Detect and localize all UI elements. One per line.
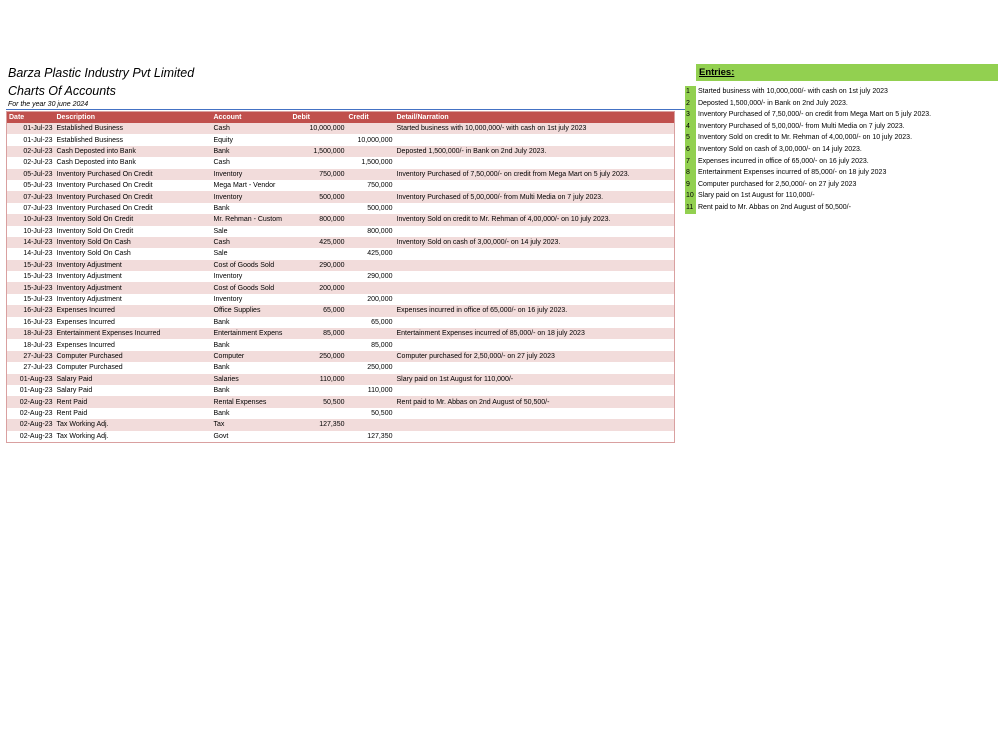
cell-date[interactable]: 27-Jul-23 <box>7 351 55 362</box>
cell-account[interactable]: Bank <box>212 203 291 214</box>
cell-account[interactable]: Cost of Goods Sold <box>212 260 291 271</box>
cell-detail[interactable] <box>395 134 675 145</box>
cell-description[interactable]: Salary Paid <box>55 385 212 396</box>
entries-title: Entries: <box>699 67 735 78</box>
table-row <box>7 157 675 168</box>
cell-debit[interactable]: 127,350 <box>291 419 347 430</box>
cell-description[interactable]: Tax Working Adj. <box>55 431 212 443</box>
table-row <box>7 237 675 248</box>
entry-number: 8 <box>685 167 696 179</box>
cell-date[interactable]: 05-Jul-23 <box>7 180 55 191</box>
entry-text: Inventory Purchased of 5,00,000/- from Multi Media on 7 july 2023. <box>698 122 905 130</box>
table-row <box>7 396 675 407</box>
cell-credit[interactable] <box>347 282 395 293</box>
cell-date[interactable]: 16-Jul-23 <box>7 305 55 316</box>
cell-date[interactable]: 18-Jul-23 <box>7 328 55 339</box>
cell-credit[interactable]: 250,000 <box>347 362 395 373</box>
table-row <box>7 305 675 316</box>
cell-date[interactable]: 14-Jul-23 <box>7 248 55 259</box>
cell-credit[interactable]: 800,000 <box>347 226 395 237</box>
entry-text: Slary paid on 1st August for 110,000/- <box>698 192 815 200</box>
cell-description[interactable]: Inventory Adjustment <box>55 294 212 305</box>
table-row <box>7 248 675 259</box>
entry-number: 9 <box>685 179 696 191</box>
cell-description[interactable]: Inventory Adjustment <box>55 260 212 271</box>
table-row <box>7 191 675 202</box>
cell-account[interactable]: Cash <box>212 123 291 134</box>
cell-credit[interactable] <box>347 305 395 316</box>
cell-description[interactable]: Established Business <box>55 134 212 145</box>
cell-date[interactable]: 01-Jul-23 <box>7 134 55 145</box>
entry-text: Started business with 10,000,000/- with cash on 1st july 2023 <box>698 88 888 95</box>
table-row <box>7 226 675 237</box>
cell-debit[interactable]: 750,000 <box>291 169 347 180</box>
table-row <box>7 146 675 157</box>
cell-account[interactable]: Inventory <box>212 191 291 202</box>
cell-detail[interactable] <box>395 431 675 443</box>
company-name: Barza Plastic Industry Pvt Limited <box>8 66 195 80</box>
cell-debit[interactable]: 425,000 <box>291 237 347 248</box>
table-row <box>7 203 675 214</box>
entry-text: Inventory Sold on credit to Mr. Rehman of 4,00,000/- on 10 july 2023. <box>698 134 913 142</box>
cell-detail[interactable]: Computer purchased for 2,50,000/- on 27 july 2023 <box>395 351 675 362</box>
cell-detail[interactable] <box>395 203 675 214</box>
cell-description[interactable]: Inventory Sold On Cash <box>55 237 212 248</box>
cell-credit[interactable] <box>347 237 395 248</box>
cell-date[interactable]: 14-Jul-23 <box>7 237 55 248</box>
column-header-description[interactable]: Description <box>55 112 212 124</box>
cell-credit[interactable] <box>347 419 395 430</box>
sheet-title: Charts Of Accounts <box>8 84 116 98</box>
table-row <box>7 328 675 339</box>
cell-detail[interactable] <box>395 271 675 282</box>
cell-detail[interactable] <box>395 260 675 271</box>
table-row <box>7 282 675 293</box>
cell-credit[interactable]: 110,000 <box>347 385 395 396</box>
cell-credit[interactable] <box>347 191 395 202</box>
cell-date[interactable]: 01-Aug-23 <box>7 385 55 396</box>
cell-detail[interactable]: Entertainment Expenses incurred of 85,000/- on 18 july 2023 <box>395 328 675 339</box>
cell-description[interactable]: Inventory Purchased On Credit <box>55 191 212 202</box>
cell-description[interactable]: Inventory Adjustment <box>55 271 212 282</box>
cell-debit[interactable] <box>291 339 347 350</box>
cell-account[interactable]: Sale <box>212 248 291 259</box>
cell-debit[interactable] <box>291 203 347 214</box>
cell-date[interactable]: 07-Jul-23 <box>7 191 55 202</box>
cell-detail[interactable]: Deposted 1,500,000/- in Bank on 2nd July 2023. <box>395 146 675 157</box>
entry-text: Expenses incurred in office of 65,000/- on 16 july 2023. <box>698 157 869 165</box>
cell-account[interactable]: Cash <box>212 237 291 248</box>
cell-date[interactable]: 10-Jul-23 <box>7 214 55 225</box>
cell-debit[interactable] <box>291 248 347 259</box>
cell-debit[interactable] <box>291 385 347 396</box>
table-row <box>7 431 675 443</box>
cell-date[interactable]: 01-Jul-23 <box>7 123 55 134</box>
entries-header <box>696 64 998 81</box>
column-header-credit[interactable]: Credit <box>347 112 395 124</box>
entry-item <box>685 121 997 133</box>
header-divider <box>6 109 686 110</box>
entry-text: Deposted 1,500,000/- in Bank on 2nd July 2023. <box>698 99 848 107</box>
cell-detail[interactable] <box>395 248 675 259</box>
cell-date[interactable]: 02-Aug-23 <box>7 431 55 443</box>
cell-credit[interactable] <box>347 351 395 362</box>
cell-description[interactable]: Salary Paid <box>55 374 212 385</box>
entry-number: 5 <box>685 132 696 144</box>
entry-item <box>685 190 997 202</box>
cell-account[interactable]: Mega Mart - Vendor <box>212 180 291 191</box>
column-header-account[interactable]: Account <box>212 112 291 124</box>
cell-description[interactable]: Inventory Adjustment <box>55 282 212 293</box>
column-header-date[interactable]: Date <box>7 112 55 124</box>
cell-description[interactable]: Cash Deposted into Bank <box>55 157 212 168</box>
cell-debit[interactable]: 500,000 <box>291 191 347 202</box>
table-row <box>7 362 675 373</box>
cell-description[interactable]: Rent Paid <box>55 396 212 407</box>
cell-detail[interactable] <box>395 362 675 373</box>
cell-description[interactable]: Rent Paid <box>55 408 212 419</box>
cell-credit[interactable]: 1,500,000 <box>347 157 395 168</box>
cell-debit[interactable]: 250,000 <box>291 351 347 362</box>
column-header-debit[interactable]: Debit <box>291 112 347 124</box>
cell-detail[interactable]: Expenses incurred in office of 65,000/- on 16 july 2023. <box>395 305 675 316</box>
cell-account[interactable]: Bank <box>212 408 291 419</box>
cell-detail[interactable]: Inventory Sold on cash of 3,00,000/- on 14 july 2023. <box>395 237 675 248</box>
cell-date[interactable]: 05-Jul-23 <box>7 169 55 180</box>
table-row <box>7 169 675 180</box>
table-row <box>7 123 675 134</box>
cell-description[interactable]: Inventory Purchased On Credit <box>55 180 212 191</box>
cell-description[interactable]: Inventory Sold On Credit <box>55 214 212 225</box>
cell-debit[interactable]: 110,000 <box>291 374 347 385</box>
cell-date[interactable]: 01-Aug-23 <box>7 374 55 385</box>
cell-account[interactable]: Rental Expenses <box>212 396 291 407</box>
cell-detail[interactable]: Rent paid to Mr. Abbas on 2nd August of 50,500/- <box>395 396 675 407</box>
cell-date[interactable]: 02-Aug-23 <box>7 396 55 407</box>
cell-date[interactable]: 15-Jul-23 <box>7 294 55 305</box>
cell-credit[interactable]: 290,000 <box>347 271 395 282</box>
cell-credit[interactable] <box>347 374 395 385</box>
cell-date[interactable]: 02-Aug-23 <box>7 419 55 430</box>
table-row <box>7 374 675 385</box>
cell-date[interactable]: 02-Jul-23 <box>7 146 55 157</box>
cell-account[interactable]: Computer <box>212 351 291 362</box>
ledger-body <box>7 123 675 442</box>
cell-date[interactable]: 16-Jul-23 <box>7 317 55 328</box>
entry-number: 11 <box>685 202 696 214</box>
cell-detail[interactable] <box>395 385 675 396</box>
ledger-table <box>6 111 675 443</box>
table-row <box>7 317 675 328</box>
entry-number: 2 <box>685 98 696 110</box>
cell-debit[interactable]: 290,000 <box>291 260 347 271</box>
period-label: For the year 30 june 2024 <box>8 101 89 108</box>
entry-text: Rent paid to Mr. Abbas on 2nd August of 50,500/- <box>698 203 851 211</box>
cell-detail[interactable]: Inventory Purchased of 7,50,000/- on credit from Mega Mart on 5 july 2023. <box>395 169 675 180</box>
entry-number: 3 <box>685 109 696 121</box>
cell-detail[interactable] <box>395 419 675 430</box>
cell-debit[interactable] <box>291 431 347 443</box>
entry-text: Computer purchased for 2,50,000/- on 27 july 2023 <box>698 180 857 188</box>
cell-description[interactable]: Expenses Incurred <box>55 317 212 328</box>
cell-detail[interactable] <box>395 408 675 419</box>
cell-account[interactable]: Inventory <box>212 169 291 180</box>
cell-description[interactable]: Computer Purchased <box>55 351 212 362</box>
cell-date[interactable]: 18-Jul-23 <box>7 339 55 350</box>
cell-detail[interactable] <box>395 339 675 350</box>
entry-number: 10 <box>685 190 696 202</box>
cell-debit[interactable]: 1,500,000 <box>291 146 347 157</box>
entry-number: 1 <box>685 86 696 98</box>
cell-detail[interactable] <box>395 294 675 305</box>
cell-description[interactable]: Inventory Sold On Credit <box>55 226 212 237</box>
table-row <box>7 408 675 419</box>
cell-debit[interactable] <box>291 408 347 419</box>
column-header-detail[interactable]: Detail/Narration <box>395 112 675 124</box>
cell-debit[interactable]: 50,500 <box>291 396 347 407</box>
cell-description[interactable]: Tax Working Adj. <box>55 419 212 430</box>
cell-detail[interactable] <box>395 180 675 191</box>
entry-text: Inventory Sold on cash of 3,00,000/- on 14 july 2023. <box>698 145 862 153</box>
cell-credit[interactable] <box>347 396 395 407</box>
cell-date[interactable]: 10-Jul-23 <box>7 226 55 237</box>
cell-credit[interactable]: 85,000 <box>347 339 395 350</box>
cell-credit[interactable]: 50,500 <box>347 408 395 419</box>
cell-description[interactable]: Inventory Purchased On Credit <box>55 203 212 214</box>
entry-number: 6 <box>685 144 696 156</box>
entry-text: Inventory Purchased of 7,50,000/- on credit from Mega Mart on 5 july 2023. <box>698 111 932 119</box>
cell-account[interactable]: Bank <box>212 146 291 157</box>
cell-credit[interactable] <box>347 146 395 157</box>
cell-account[interactable]: Mr. Rehman - Custom <box>212 214 291 225</box>
cell-debit[interactable] <box>291 362 347 373</box>
cell-account[interactable]: Office Supplies <box>212 305 291 316</box>
cell-account[interactable]: Inventory <box>212 294 291 305</box>
cell-description[interactable]: Cash Deposted into Bank <box>55 146 212 157</box>
cell-account[interactable]: Sale <box>212 226 291 237</box>
cell-date[interactable]: 27-Jul-23 <box>7 362 55 373</box>
cell-detail[interactable]: Inventory Purchased of 5,00,000/- from Multi Media on 7 july 2023. <box>395 191 675 202</box>
ledger-header-row <box>7 112 675 124</box>
cell-debit[interactable] <box>291 271 347 282</box>
cell-credit[interactable]: 750,000 <box>347 180 395 191</box>
cell-credit[interactable] <box>347 169 395 180</box>
cell-description[interactable]: Inventory Sold On Cash <box>55 248 212 259</box>
table-row <box>7 134 675 145</box>
cell-account[interactable]: Govt <box>212 431 291 443</box>
cell-date[interactable]: 15-Jul-23 <box>7 260 55 271</box>
cell-debit[interactable]: 800,000 <box>291 214 347 225</box>
cell-detail[interactable] <box>395 157 675 168</box>
cell-debit[interactable] <box>291 226 347 237</box>
cell-debit[interactable] <box>291 157 347 168</box>
cell-account[interactable]: Bank <box>212 385 291 396</box>
entries-list <box>685 86 997 214</box>
cell-credit[interactable] <box>347 123 395 134</box>
table-row <box>7 351 675 362</box>
entry-item <box>685 156 997 168</box>
cell-description[interactable]: Established Business <box>55 123 212 134</box>
table-row <box>7 214 675 225</box>
cell-debit[interactable]: 10,000,000 <box>291 123 347 134</box>
cell-account[interactable]: Cost of Goods Sold <box>212 282 291 293</box>
table-row <box>7 385 675 396</box>
cell-detail[interactable]: Inventory Sold on credit to Mr. Rehman of 4,00,000/- on 10 july 2023. <box>395 214 675 225</box>
cell-detail[interactable]: Slary paid on 1st August for 110,000/- <box>395 374 675 385</box>
table-row <box>7 180 675 191</box>
entry-text: Entertainment Expenses incurred of 85,000/- on 18 july 2023 <box>698 169 887 177</box>
cell-date[interactable]: 15-Jul-23 <box>7 271 55 282</box>
cell-debit[interactable]: 200,000 <box>291 282 347 293</box>
cell-account[interactable]: Cash <box>212 157 291 168</box>
entry-item <box>685 179 997 191</box>
cell-credit[interactable]: 500,000 <box>347 203 395 214</box>
cell-detail[interactable] <box>395 317 675 328</box>
cell-date[interactable]: 15-Jul-23 <box>7 282 55 293</box>
entry-number: 4 <box>685 121 696 133</box>
cell-account[interactable]: Bank <box>212 339 291 350</box>
cell-debit[interactable] <box>291 317 347 328</box>
cell-debit[interactable] <box>291 180 347 191</box>
cell-account[interactable]: Salaries <box>212 374 291 385</box>
cell-debit[interactable]: 85,000 <box>291 328 347 339</box>
cell-credit[interactable]: 65,000 <box>347 317 395 328</box>
cell-credit[interactable]: 10,000,000 <box>347 134 395 145</box>
cell-description[interactable]: Expenses Incurred <box>55 305 212 316</box>
cell-debit[interactable] <box>291 294 347 305</box>
cell-account[interactable]: Entertainment Expens <box>212 328 291 339</box>
cell-credit[interactable]: 127,350 <box>347 431 395 443</box>
table-row <box>7 294 675 305</box>
cell-date[interactable]: 02-Jul-23 <box>7 157 55 168</box>
entry-item <box>685 202 997 214</box>
cell-credit[interactable]: 425,000 <box>347 248 395 259</box>
cell-account[interactable]: Bank <box>212 317 291 328</box>
cell-debit[interactable] <box>291 134 347 145</box>
entry-item <box>685 98 997 110</box>
table-row <box>7 271 675 282</box>
cell-detail[interactable] <box>395 282 675 293</box>
entry-item <box>685 109 997 121</box>
cell-credit[interactable] <box>347 328 395 339</box>
cell-account[interactable]: Tax <box>212 419 291 430</box>
cell-detail[interactable] <box>395 226 675 237</box>
table-row <box>7 260 675 271</box>
cell-debit[interactable]: 65,000 <box>291 305 347 316</box>
table-row <box>7 419 675 430</box>
entry-number: 7 <box>685 156 696 168</box>
table-row <box>7 339 675 350</box>
entry-item <box>685 86 997 98</box>
cell-detail[interactable]: Started business with 10,000,000/- with cash on 1st july 2023 <box>395 123 675 134</box>
cell-date[interactable]: 02-Aug-23 <box>7 408 55 419</box>
entry-item <box>685 144 997 156</box>
cell-description[interactable]: Inventory Purchased On Credit <box>55 169 212 180</box>
cell-account[interactable]: Bank <box>212 362 291 373</box>
cell-account[interactable]: Equity <box>212 134 291 145</box>
cell-account[interactable]: Inventory <box>212 271 291 282</box>
cell-date[interactable]: 07-Jul-23 <box>7 203 55 214</box>
cell-credit[interactable]: 200,000 <box>347 294 395 305</box>
cell-credit[interactable] <box>347 214 395 225</box>
cell-description[interactable]: Expenses Incurred <box>55 339 212 350</box>
cell-description[interactable]: Entertainment Expenses Incurred <box>55 328 212 339</box>
entry-item <box>685 167 997 179</box>
cell-description[interactable]: Computer Purchased <box>55 362 212 373</box>
entry-item <box>685 132 997 144</box>
cell-credit[interactable] <box>347 260 395 271</box>
